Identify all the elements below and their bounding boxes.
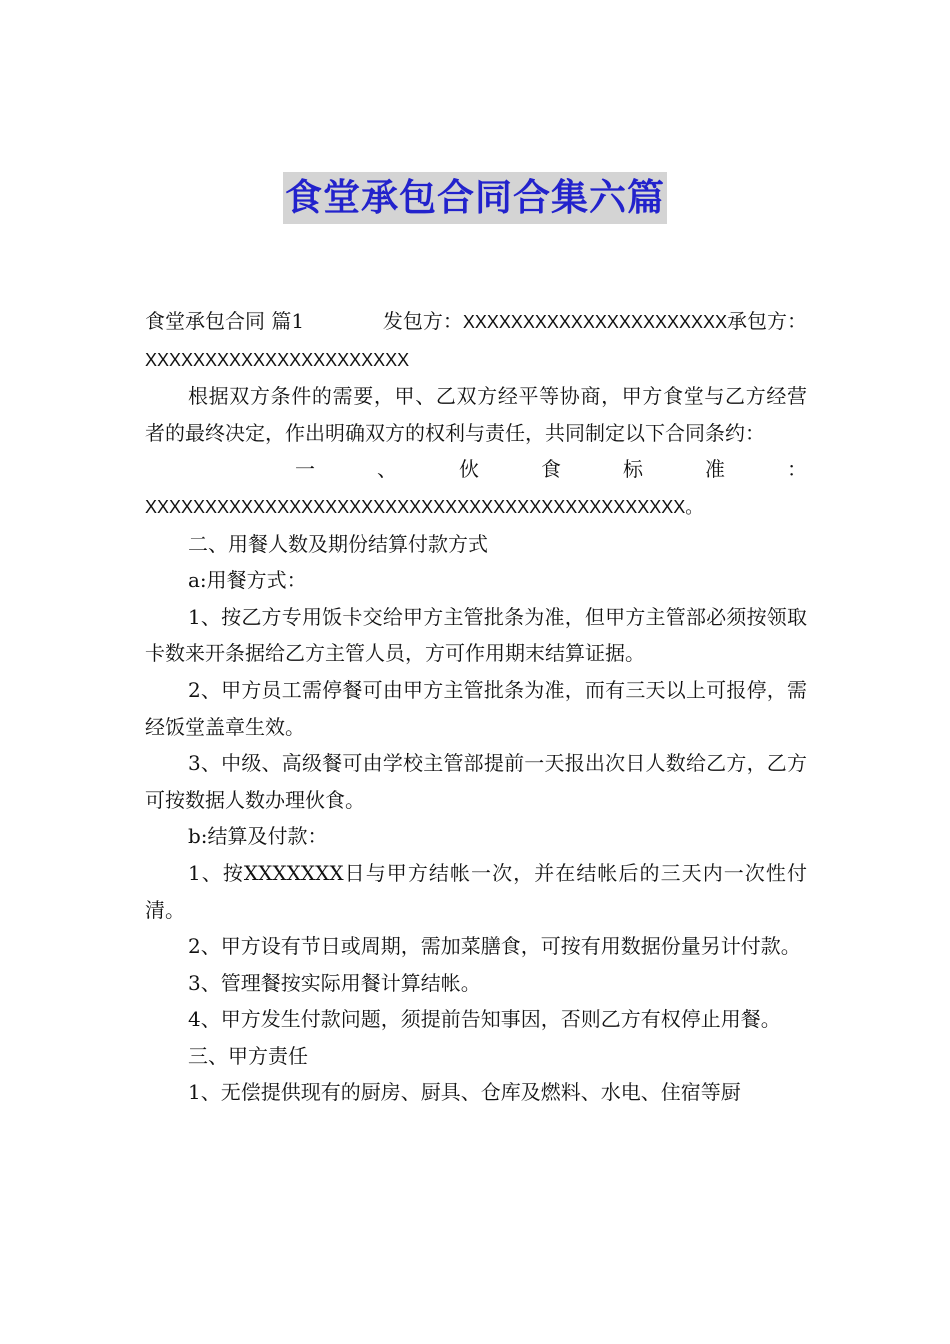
employer-label: 发包方： bbox=[382, 309, 463, 333]
document-title: 食堂承包合同合集六篇 bbox=[283, 172, 667, 224]
a-item-3: 3、中级、高级餐可由学校主管部提前一天报出次日人数给乙方，乙方可按数据人数办理伙食。 bbox=[145, 751, 807, 812]
b-item-2: 2、甲方设有节日或周期，需加菜膳食，可按有用数据份量另计付款。 bbox=[188, 934, 801, 959]
a-item-1: 1、按乙方专用饭卡交给甲方主管批条为准，但甲方主管部必须按领取卡数来开条据给乙方主管人员，方可作用期末结算证据。 bbox=[145, 604, 807, 666]
employer-value: XXXXXXXXXXXXXXXXXXXXXX bbox=[462, 312, 727, 332]
intro-line bbox=[145, 303, 807, 341]
section3-heading: 三、甲方责任 bbox=[188, 1043, 308, 1068]
b-item-4: 4、甲方发生付款问题，须提前告知事因，否则乙方有权停止用餐。 bbox=[188, 1007, 781, 1032]
c-item-1: 1、无偿提供现有的厨房、厨具、仓库及燃料、水电、住宿等厨 bbox=[188, 1080, 741, 1105]
section1-value-line bbox=[145, 488, 807, 526]
contractor-label: 承包方： bbox=[727, 309, 807, 333]
subsection-b-heading: b:结算及付款： bbox=[188, 824, 328, 849]
intro-label: 食堂承包合同 篇1 bbox=[145, 309, 305, 333]
employer-field bbox=[383, 303, 807, 341]
subsection-a-heading: a:用餐方式： bbox=[188, 568, 307, 593]
a-item-2: 2、甲方员工需停餐可由甲方主管批条为准，而有三天以上可报停，需经饭堂盖章生效。 bbox=[145, 677, 807, 739]
b-item-3: 3、管理餐按实际用餐计算结帐。 bbox=[188, 970, 481, 995]
preamble-paragraph: 根据双方条件的需要，甲、乙双方经平等协商，甲方食堂与乙方经营者的最终决定，作出明确双方的权利与责任，共同制定以下合同条约： bbox=[145, 384, 807, 445]
document-body bbox=[145, 303, 807, 1111]
b-item-1: 1、按XXXXXXX日与甲方结帐一次，并在结帐后的三天内一次性付清。 bbox=[145, 860, 807, 922]
contractor-value: XXXXXXXXXXXXXXXXXXXXXX bbox=[145, 349, 410, 370]
section1-value: XXXXXXXXXXXXXXXXXXXXXXXXXXXXXXXXXXXXXXXXXXXXX。 bbox=[145, 496, 704, 517]
contractor-value-line bbox=[145, 341, 807, 379]
section2-heading: 二、用餐人数及期份结算付款方式 bbox=[188, 531, 488, 556]
section1-heading: 一、伙食标准： bbox=[295, 457, 807, 482]
document-title-block bbox=[0, 172, 950, 224]
